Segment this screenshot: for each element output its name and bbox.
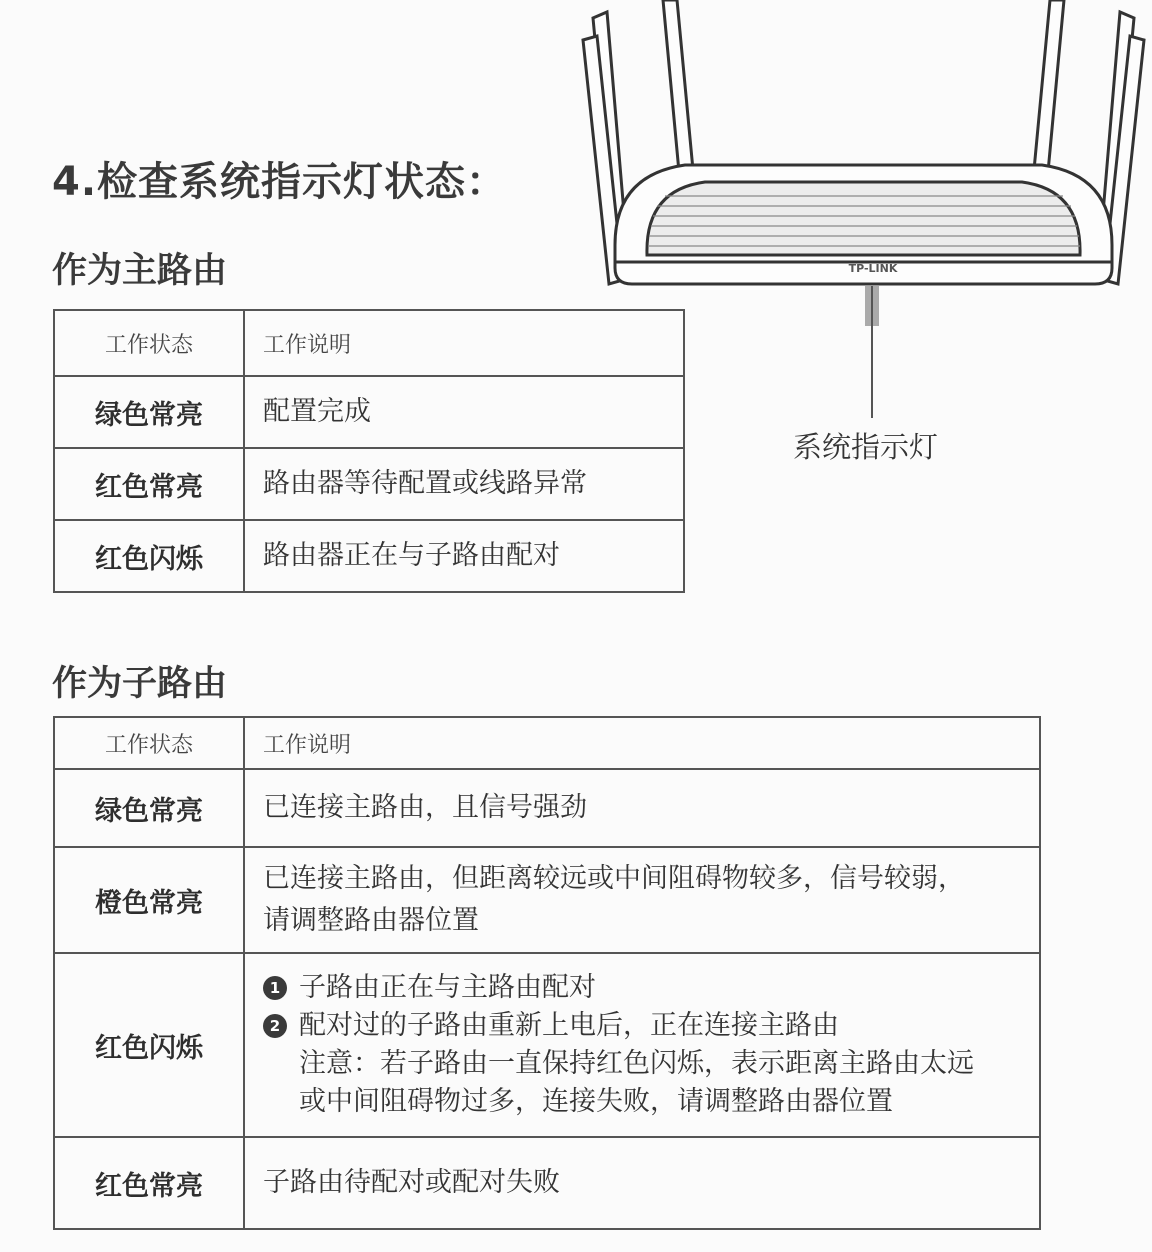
state-cell: 绿色常亮: [54, 769, 244, 847]
router-logo: TP-LINK: [848, 262, 898, 275]
desc-cell: 配置完成: [244, 376, 684, 448]
desc-cell: 路由器正在与子路由配对: [244, 520, 684, 592]
header-state: 工作状态: [54, 717, 244, 769]
table-row: [54, 448, 684, 520]
sub-router-heading: 作为子路由: [52, 664, 228, 704]
header-desc: 工作说明: [244, 717, 1040, 769]
table-row: [54, 376, 684, 448]
number-badge: 2: [263, 1014, 287, 1038]
table-header-row: [54, 310, 684, 376]
table-row: [54, 769, 1040, 847]
table-row: [54, 953, 1040, 1137]
header-desc: 工作说明: [244, 310, 684, 376]
state-cell: 绿色常亮: [54, 376, 244, 448]
state-cell: 橙色常亮: [54, 847, 244, 953]
desc-line: 请调整路由器位置: [263, 905, 479, 936]
header-state: 工作状态: [54, 310, 244, 376]
sub-router-table: [53, 716, 1041, 1230]
page-title: 4.检查系统指示灯状态：: [52, 159, 508, 205]
indicator-label: 系统指示灯: [793, 430, 939, 464]
table-row: [54, 520, 684, 592]
list-item: [263, 1007, 1038, 1045]
list-item: [263, 969, 1038, 1007]
desc-cell: [244, 953, 1040, 1137]
main-router-heading: 作为主路由: [52, 251, 228, 291]
state-cell: 红色闪烁: [54, 953, 244, 1137]
desc-cell: [244, 847, 1040, 953]
item-text: 子路由正在与主路由配对: [299, 972, 596, 1003]
item-text: 配对过的子路由重新上电后，正在连接主路由: [299, 1010, 839, 1041]
note-line: 注意：若子路由一直保持红色闪烁，表示距离主路由太远: [299, 1048, 974, 1079]
state-cell: 红色常亮: [54, 448, 244, 520]
main-router-table: [53, 309, 685, 593]
number-badge: 1: [263, 976, 287, 1000]
desc-cell: 子路由待配对或配对失败: [244, 1137, 1040, 1229]
state-cell: 红色闪烁: [54, 520, 244, 592]
state-cell: 红色常亮: [54, 1137, 244, 1229]
desc-cell: 路由器等待配置或线路异常: [244, 448, 684, 520]
desc-cell: 已连接主路由，且信号强劲: [244, 769, 1040, 847]
table-row: [54, 1137, 1040, 1229]
table-header-row: [54, 717, 1040, 769]
note-line: 或中间阻碍物过多，连接失败，请调整路由器位置: [299, 1086, 893, 1117]
table-row: [54, 847, 1040, 953]
desc-line: 已连接主路由，但距离较远或中间阻碍物较多，信号较弱，: [263, 863, 965, 894]
